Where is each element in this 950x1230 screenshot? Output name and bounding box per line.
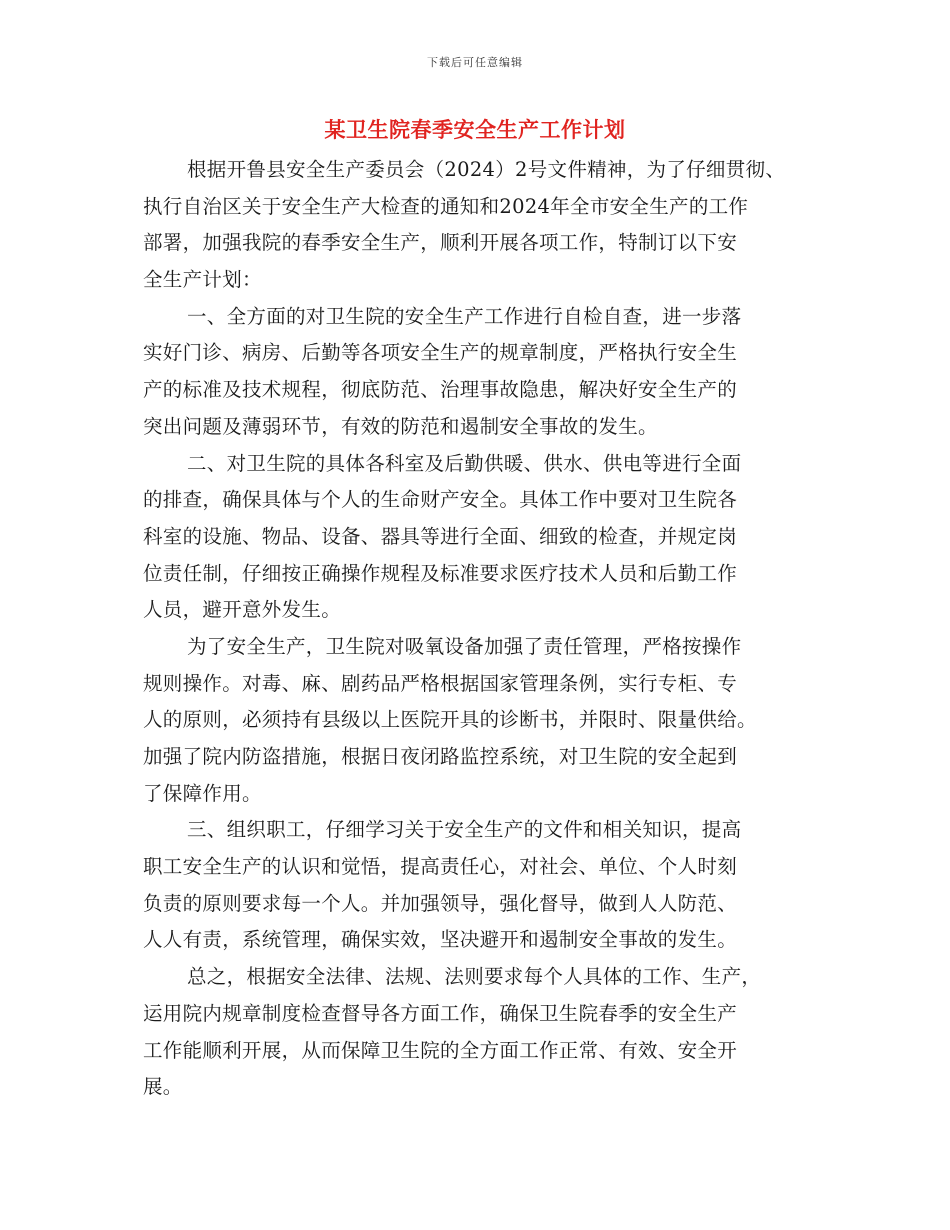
text-line: 为了安全生产，卫生院对吸氧设备加强了责任管理，严格按操作 [187, 634, 742, 658]
text-line: 展。 [143, 1075, 183, 1099]
paragraph-section-1 [143, 299, 808, 446]
text-line: 工作能顺利开展，从而保障卫生院的全方面工作正常、有效、安全开 [143, 1038, 738, 1062]
text-line: 执行自治区关于安全生产大检查的通知和2024年全市安全生产的工作 [143, 194, 749, 218]
text-line: 负责的原则要求每一个人。并加强领导，强化督导，做到人人防范、 [143, 891, 738, 915]
text-line: 科室的设施、物品、设备、器具等进行全面、细致的检查，并规定岗 [143, 524, 738, 548]
text-line: 部署，加强我院的春季安全生产，顺利开展各项工作，特制订以下安 [143, 231, 738, 255]
text-line: 规则操作。对毒、麻、剧药品严格根据国家管理条例，实行专柜、专 [143, 671, 738, 695]
text-line: 运用院内规章制度检查督导各方面工作，确保卫生院春季的安全生产 [143, 1001, 738, 1025]
text-line: 突出问题及薄弱环节，有效的防范和遏制安全事故的发生。 [143, 414, 658, 438]
paragraph-section-2 [143, 446, 808, 629]
document-title: 某卫生院春季安全生产工作计划 [324, 117, 626, 142]
text-line: 总之，根据安全法律、法规、法则要求每个人具体的工作、生产， [187, 965, 762, 989]
text-line: 产的标准及技术规程，彻底防范、治理事故隐患，解决好安全生产的 [143, 378, 738, 402]
text-line: 位责任制，仔细按正确操作规程及标准要求医疗技术人员和后勤工作 [143, 561, 738, 585]
header-note: 下载后可任意编辑 [427, 56, 523, 69]
document-body [143, 152, 808, 1106]
text-line: 的排查，确保具体与个人的生命财产安全。具体工作中要对卫生院各 [143, 488, 738, 512]
text-line: 人的原则，必须持有县级以上医院开具的诊断书，并限时、限量供给。 [143, 708, 757, 732]
paragraph-section-3 [143, 812, 808, 959]
text-line: 根据开鲁县安全生产委员会（2024）2号文件精神，为了仔细贯彻、 [187, 158, 786, 181]
text-line: 全生产计划： [143, 268, 262, 292]
text-line: 三、组织职工，仔细学习关于安全生产的文件和相关知识，提高 [187, 818, 742, 842]
paragraph-intro [143, 152, 808, 299]
text-line: 一、全方面的对卫生院的安全生产工作进行自检自查，进一步落 [187, 304, 742, 328]
text-line: 人人有责，系统管理，确保实效，坚决避开和遏制安全事故的发生。 [143, 928, 738, 952]
text-line: 人员，避开意外发生。 [143, 598, 342, 622]
paragraph-oxygen-drugs [143, 629, 808, 812]
text-line: 了保障作用。 [143, 781, 262, 805]
text-line: 职工安全生产的认识和觉悟，提高责任心，对社会、单位、个人时刻 [143, 855, 738, 879]
paragraph-conclusion [143, 959, 808, 1106]
text-line: 加强了院内防盗措施，根据日夜闭路监控系统，对卫生院的安全起到 [143, 745, 738, 768]
text-line: 实好门诊、病房、后勤等各项安全生产的规章制度，严格执行安全生 [143, 341, 738, 365]
text-line: 二、对卫生院的具体各科室及后勤供暖、供水、供电等进行全面 [187, 451, 742, 475]
